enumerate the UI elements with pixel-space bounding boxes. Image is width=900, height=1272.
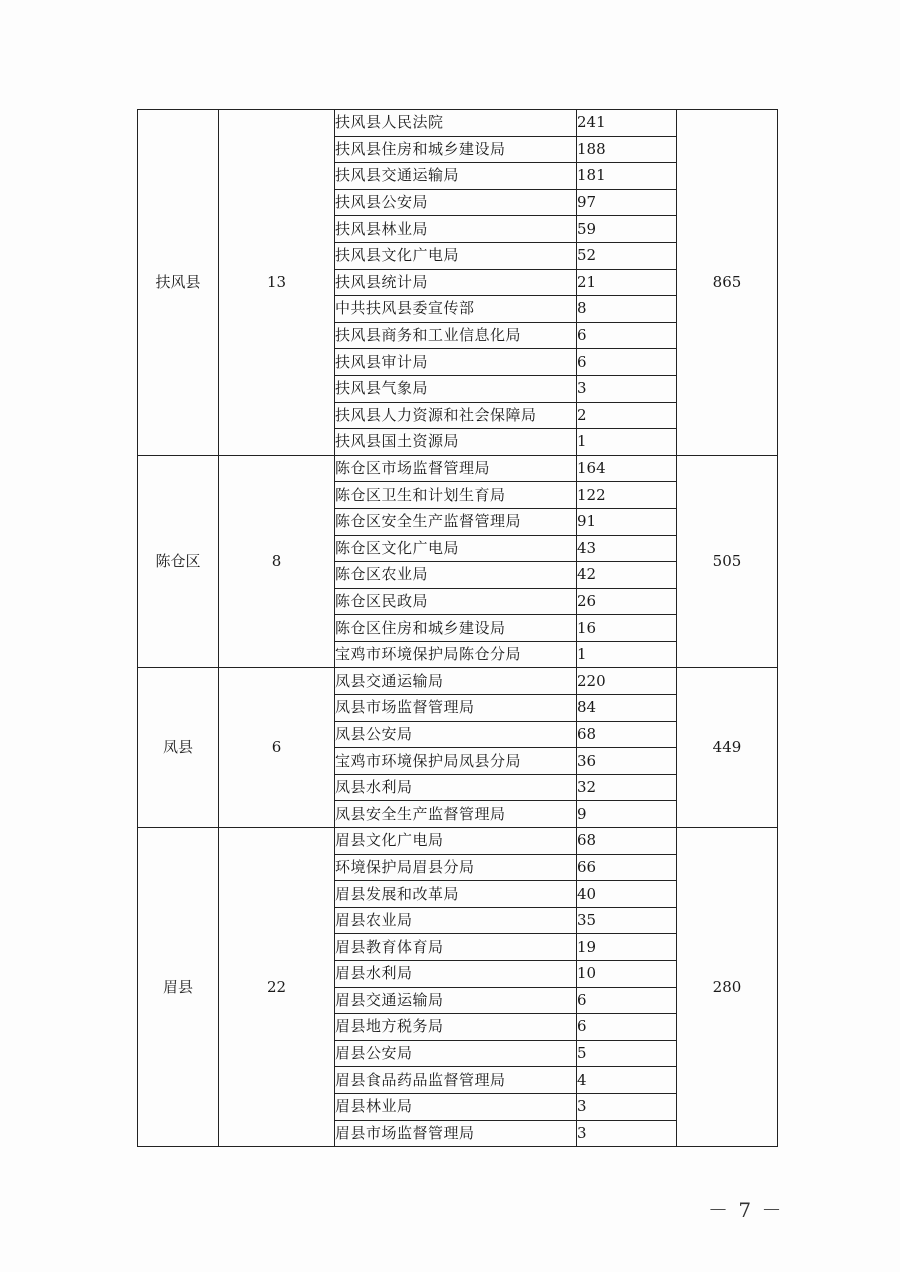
department-name-cell: 扶风县人力资源和社会保障局 [335,402,577,429]
department-name-cell: 眉县文化广电局 [335,828,577,855]
department-name-cell: 扶风县气象局 [335,375,577,402]
department-name-cell: 眉县地方税务局 [335,1014,577,1041]
department-count-cell: 6 [219,668,335,828]
department-value-cell: 181 [577,163,677,190]
department-name-cell: 陈仓区住房和城乡建设局 [335,615,577,642]
department-value-cell: 6 [577,1014,677,1041]
department-name-cell: 扶风县商务和工业信息化局 [335,322,577,349]
department-name-cell: 环境保护局眉县分局 [335,854,577,881]
department-name-cell: 凤县交通运输局 [335,668,577,695]
department-value-cell: 97 [577,189,677,216]
department-value-cell: 68 [577,828,677,855]
department-name-cell: 陈仓区农业局 [335,562,577,589]
department-count-cell: 13 [219,110,335,456]
department-value-cell: 3 [577,375,677,402]
department-value-cell: 42 [577,562,677,589]
table-body [138,110,778,1147]
department-name-cell: 扶风县审计局 [335,349,577,376]
department-name-cell: 扶风县统计局 [335,269,577,296]
department-value-cell: 3 [577,1120,677,1147]
department-value-cell: 122 [577,482,677,509]
department-value-cell: 164 [577,455,677,482]
department-value-cell: 43 [577,535,677,562]
department-name-cell: 凤县水利局 [335,774,577,801]
department-name-cell: 凤县市场监督管理局 [335,695,577,722]
department-name-cell: 眉县交通运输局 [335,987,577,1014]
department-name-cell: 扶风县文化广电局 [335,242,577,269]
department-value-cell: 3 [577,1093,677,1120]
county-total-cell: 280 [677,828,778,1147]
department-value-cell: 6 [577,322,677,349]
department-name-cell: 眉县水利局 [335,961,577,988]
department-value-cell: 91 [577,508,677,535]
department-count-cell: 22 [219,828,335,1147]
department-name-cell: 扶风县交通运输局 [335,163,577,190]
department-value-cell: 6 [577,987,677,1014]
department-count-cell: 8 [219,455,335,668]
department-value-cell: 188 [577,136,677,163]
department-name-cell: 陈仓区市场监督管理局 [335,455,577,482]
department-value-cell: 68 [577,721,677,748]
department-value-cell: 241 [577,110,677,137]
department-value-cell: 36 [577,748,677,775]
page-number: － 7 － [708,1198,784,1222]
department-value-cell: 26 [577,588,677,615]
department-value-cell: 8 [577,296,677,323]
department-name-cell: 陈仓区文化广电局 [335,535,577,562]
department-name-cell: 眉县公安局 [335,1040,577,1067]
department-name-cell: 扶风县人民法院 [335,110,577,137]
county-total-cell: 505 [677,455,778,668]
department-name-cell: 宝鸡市环境保护局凤县分局 [335,748,577,775]
department-name-cell: 眉县食品药品监督管理局 [335,1067,577,1094]
department-name-cell: 陈仓区民政局 [335,588,577,615]
department-value-cell: 52 [577,242,677,269]
department-value-cell: 35 [577,907,677,934]
department-name-cell: 扶风县国土资源局 [335,429,577,456]
table-row [138,455,778,482]
department-value-cell: 84 [577,695,677,722]
department-name-cell: 眉县教育体育局 [335,934,577,961]
department-name-cell: 眉县林业局 [335,1093,577,1120]
table-row [138,668,778,695]
table-row [138,110,778,137]
department-value-cell: 5 [577,1040,677,1067]
department-value-cell: 1 [577,641,677,668]
department-value-cell: 66 [577,854,677,881]
department-name-cell: 扶风县林业局 [335,216,577,243]
department-value-cell: 220 [577,668,677,695]
department-name-cell: 凤县公安局 [335,721,577,748]
department-value-cell: 21 [577,269,677,296]
department-name-cell: 眉县农业局 [335,907,577,934]
table-row [138,828,778,855]
department-value-cell: 2 [577,402,677,429]
department-name-cell: 眉县发展和改革局 [335,881,577,908]
statistics-table [137,109,778,1147]
department-name-cell: 陈仓区安全生产监督管理局 [335,508,577,535]
department-value-cell: 6 [577,349,677,376]
county-name-cell: 扶风县 [138,110,219,456]
department-name-cell: 扶风县住房和城乡建设局 [335,136,577,163]
department-name-cell: 陈仓区卫生和计划生育局 [335,482,577,509]
department-value-cell: 40 [577,881,677,908]
department-value-cell: 59 [577,216,677,243]
department-name-cell: 中共扶风县委宣传部 [335,296,577,323]
department-name-cell: 凤县安全生产监督管理局 [335,801,577,828]
department-value-cell: 32 [577,774,677,801]
department-name-cell: 宝鸡市环境保护局陈仓分局 [335,641,577,668]
county-name-cell: 凤县 [138,668,219,828]
department-value-cell: 19 [577,934,677,961]
county-total-cell: 449 [677,668,778,828]
department-value-cell: 1 [577,429,677,456]
county-name-cell: 陈仓区 [138,455,219,668]
department-value-cell: 4 [577,1067,677,1094]
department-value-cell: 16 [577,615,677,642]
county-total-cell: 865 [677,110,778,456]
department-name-cell: 扶风县公安局 [335,189,577,216]
county-name-cell: 眉县 [138,828,219,1147]
department-name-cell: 眉县市场监督管理局 [335,1120,577,1147]
department-value-cell: 10 [577,961,677,988]
department-value-cell: 9 [577,801,677,828]
